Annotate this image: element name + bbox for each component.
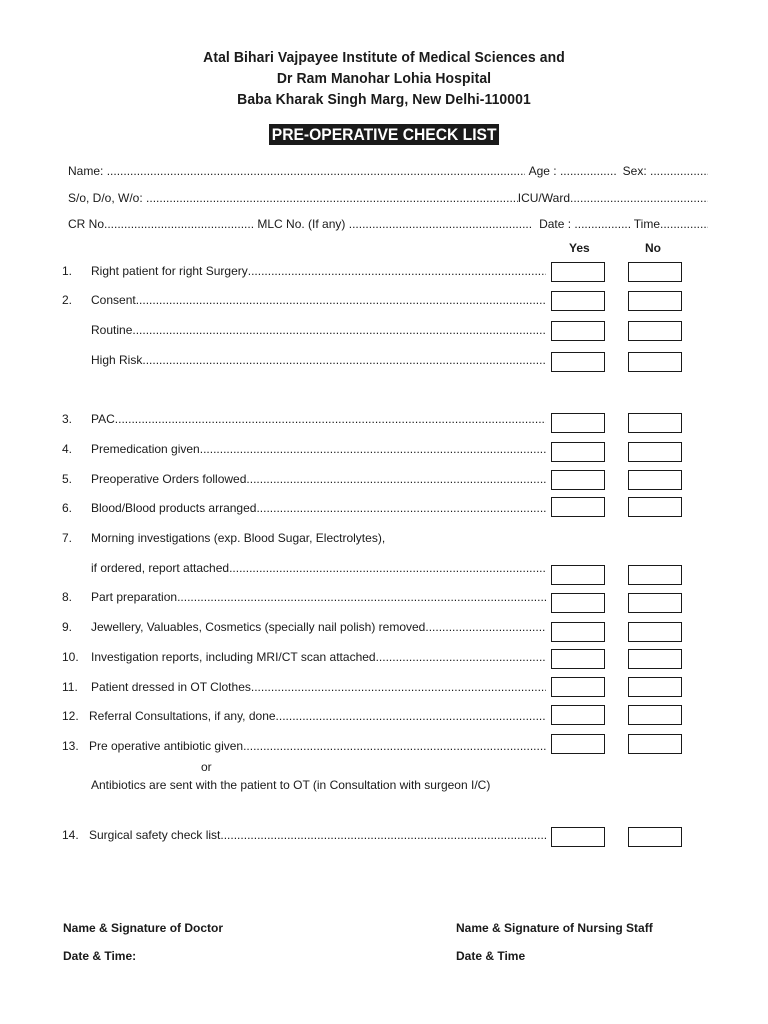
checklist-item xyxy=(62,501,546,515)
item-text: Jewellery, Valuables, Cosmetics (specially nail polish) removed xyxy=(91,620,426,634)
checklist-item xyxy=(62,650,546,664)
yes-checkbox[interactable] xyxy=(551,827,605,847)
checklist-item xyxy=(62,264,546,278)
leader-dots xyxy=(248,264,546,278)
item-text: Patient dressed in OT Clothes xyxy=(91,680,251,694)
item-text: Part preparation xyxy=(91,590,178,604)
no-checkbox[interactable] xyxy=(628,734,682,754)
item-text: Surgical safety check list xyxy=(89,828,221,842)
patient-row-3 xyxy=(68,217,708,231)
item-7-text: Morning investigations (exp. Blood Sugar, Electrolytes), xyxy=(91,531,386,545)
yes-checkbox[interactable] xyxy=(551,352,605,372)
no-checkbox[interactable] xyxy=(628,677,682,697)
checklist-item xyxy=(62,680,546,694)
doctor-signature-label: Name & Signature of Doctor xyxy=(63,921,224,935)
name-field[interactable] xyxy=(107,164,526,178)
time-field[interactable] xyxy=(660,217,708,231)
leader-dots xyxy=(115,412,546,426)
leader-dots xyxy=(229,561,546,575)
checklist-item xyxy=(62,590,546,604)
item-number: 1. xyxy=(62,264,73,278)
no-checkbox[interactable] xyxy=(628,649,682,669)
leader-dots xyxy=(256,501,546,515)
mlc-label: MLC No. (If any) xyxy=(257,217,346,231)
checklist-item xyxy=(62,620,546,634)
item-number: 10. xyxy=(62,650,79,664)
leader-dots xyxy=(246,472,546,486)
relation-field[interactable] xyxy=(146,191,518,205)
item-number: 4. xyxy=(62,442,73,456)
ward-label: ICU/Ward xyxy=(517,191,570,205)
no-checkbox[interactable] xyxy=(628,321,682,341)
item-number: 6. xyxy=(62,501,73,515)
checklist-item xyxy=(62,442,546,456)
no-checkbox[interactable] xyxy=(628,413,682,433)
cr-label: CR No xyxy=(68,217,105,231)
yes-checkbox[interactable] xyxy=(551,622,605,642)
checklist-item xyxy=(62,828,546,842)
yes-checkbox[interactable] xyxy=(551,470,605,490)
yes-checkbox[interactable] xyxy=(551,262,605,282)
leader-dots xyxy=(177,590,546,604)
checklist-item xyxy=(62,293,546,307)
institute-name-line1: Atal Bihari Vajpayee Institute of Medical Sciences and xyxy=(203,49,565,66)
leader-dots xyxy=(276,709,546,723)
yes-checkbox[interactable] xyxy=(551,565,605,585)
no-checkbox[interactable] xyxy=(628,705,682,725)
no-checkbox[interactable] xyxy=(628,497,682,517)
cr-field[interactable] xyxy=(104,217,254,231)
leader-dots xyxy=(243,739,546,753)
leader-dots xyxy=(220,828,546,842)
item-text: Preoperative Orders followed xyxy=(91,472,247,486)
patient-row-2 xyxy=(68,191,708,205)
item-text: Premedication given xyxy=(91,442,200,456)
yes-checkbox[interactable] xyxy=(551,291,605,311)
item-text: PAC xyxy=(91,412,115,426)
page-title: PRE-OPERATIVE CHECK LIST xyxy=(269,124,499,145)
checklist-item xyxy=(62,709,546,723)
checklist-item xyxy=(62,472,546,486)
checklist-item xyxy=(62,412,546,426)
yes-checkbox[interactable] xyxy=(551,413,605,433)
leader-dots xyxy=(200,442,546,456)
age-label: Age : xyxy=(528,164,557,178)
item-text: Right patient for right Surgery xyxy=(91,264,248,278)
date-label: Date : xyxy=(539,217,572,231)
leader-dots xyxy=(251,680,546,694)
item-text: Blood/Blood products arranged xyxy=(91,501,257,515)
date-field[interactable] xyxy=(574,217,630,231)
item-number: 12. xyxy=(62,709,79,723)
relation-label: S/o, D/o, W/o: xyxy=(68,191,143,205)
yes-checkbox[interactable] xyxy=(551,649,605,669)
no-column-header: No xyxy=(645,241,661,255)
antibiotics-note: Antibiotics are sent with the patient to OT (in Consultation with surgeon I/C) xyxy=(91,778,491,792)
leader-dots xyxy=(376,650,546,664)
checklist-item xyxy=(62,739,546,753)
no-checkbox[interactable] xyxy=(628,622,682,642)
no-checkbox[interactable] xyxy=(628,291,682,311)
item-text: Consent xyxy=(91,293,136,307)
yes-checkbox[interactable] xyxy=(551,734,605,754)
mlc-field[interactable] xyxy=(349,217,533,231)
leader-dots xyxy=(425,620,546,634)
sex-label: Sex: xyxy=(622,164,647,178)
item-text: Pre operative antibiotic given xyxy=(89,739,244,753)
item-number: 9. xyxy=(62,620,73,634)
item-text: Investigation reports, including MRI/CT scan attached xyxy=(91,650,376,664)
hospital-address: Baba Kharak Singh Marg, New Delhi-110001 xyxy=(237,91,531,108)
patient-row-1 xyxy=(68,164,708,178)
yes-column-header: Yes xyxy=(569,241,590,255)
no-checkbox[interactable] xyxy=(628,827,682,847)
yes-checkbox[interactable] xyxy=(551,442,605,462)
item-number: 11. xyxy=(62,680,78,694)
nurse-signature-label: Name & Signature of Nursing Staff xyxy=(456,921,653,935)
or-text: or xyxy=(201,760,212,774)
name-label: Name: xyxy=(68,164,104,178)
item-number: 14. xyxy=(62,828,79,842)
nurse-datetime-label: Date & Time xyxy=(456,949,526,963)
item-text: if ordered, report attached xyxy=(91,561,230,575)
item-number: 3. xyxy=(62,412,73,426)
leader-dots xyxy=(132,323,546,337)
yes-checkbox[interactable] xyxy=(551,497,605,517)
title-banner xyxy=(0,124,768,145)
age-field[interactable] xyxy=(560,164,616,178)
yes-checkbox[interactable] xyxy=(551,321,605,341)
item-number: 13. xyxy=(62,739,79,753)
item-text: Referral Consultations, if any, done xyxy=(89,709,276,723)
checklist-item xyxy=(62,561,546,575)
hospital-name: Dr Ram Manohar Lohia Hospital xyxy=(276,70,492,87)
yes-checkbox[interactable] xyxy=(551,705,605,725)
leader-dots xyxy=(136,293,546,307)
sex-field[interactable] xyxy=(650,164,708,178)
no-checkbox[interactable] xyxy=(628,593,682,613)
no-checkbox[interactable] xyxy=(628,565,682,585)
checklist-item xyxy=(62,353,546,367)
item-number: 8. xyxy=(62,590,73,604)
time-label: Time xyxy=(633,217,660,231)
doctor-datetime-label: Date & Time: xyxy=(63,949,137,963)
no-checkbox[interactable] xyxy=(628,442,682,462)
item-7-number: 7. xyxy=(62,531,73,545)
ward-field[interactable] xyxy=(570,191,708,205)
item-text: Routine xyxy=(91,323,133,337)
no-checkbox[interactable] xyxy=(628,352,682,372)
leader-dots xyxy=(142,353,546,367)
yes-checkbox[interactable] xyxy=(551,593,605,613)
no-checkbox[interactable] xyxy=(628,262,682,282)
no-checkbox[interactable] xyxy=(628,470,682,490)
yes-checkbox[interactable] xyxy=(551,677,605,697)
item-text: High Risk xyxy=(91,353,143,367)
item-number: 2. xyxy=(62,293,73,307)
item-number: 5. xyxy=(62,472,73,486)
checklist-item xyxy=(62,323,546,337)
